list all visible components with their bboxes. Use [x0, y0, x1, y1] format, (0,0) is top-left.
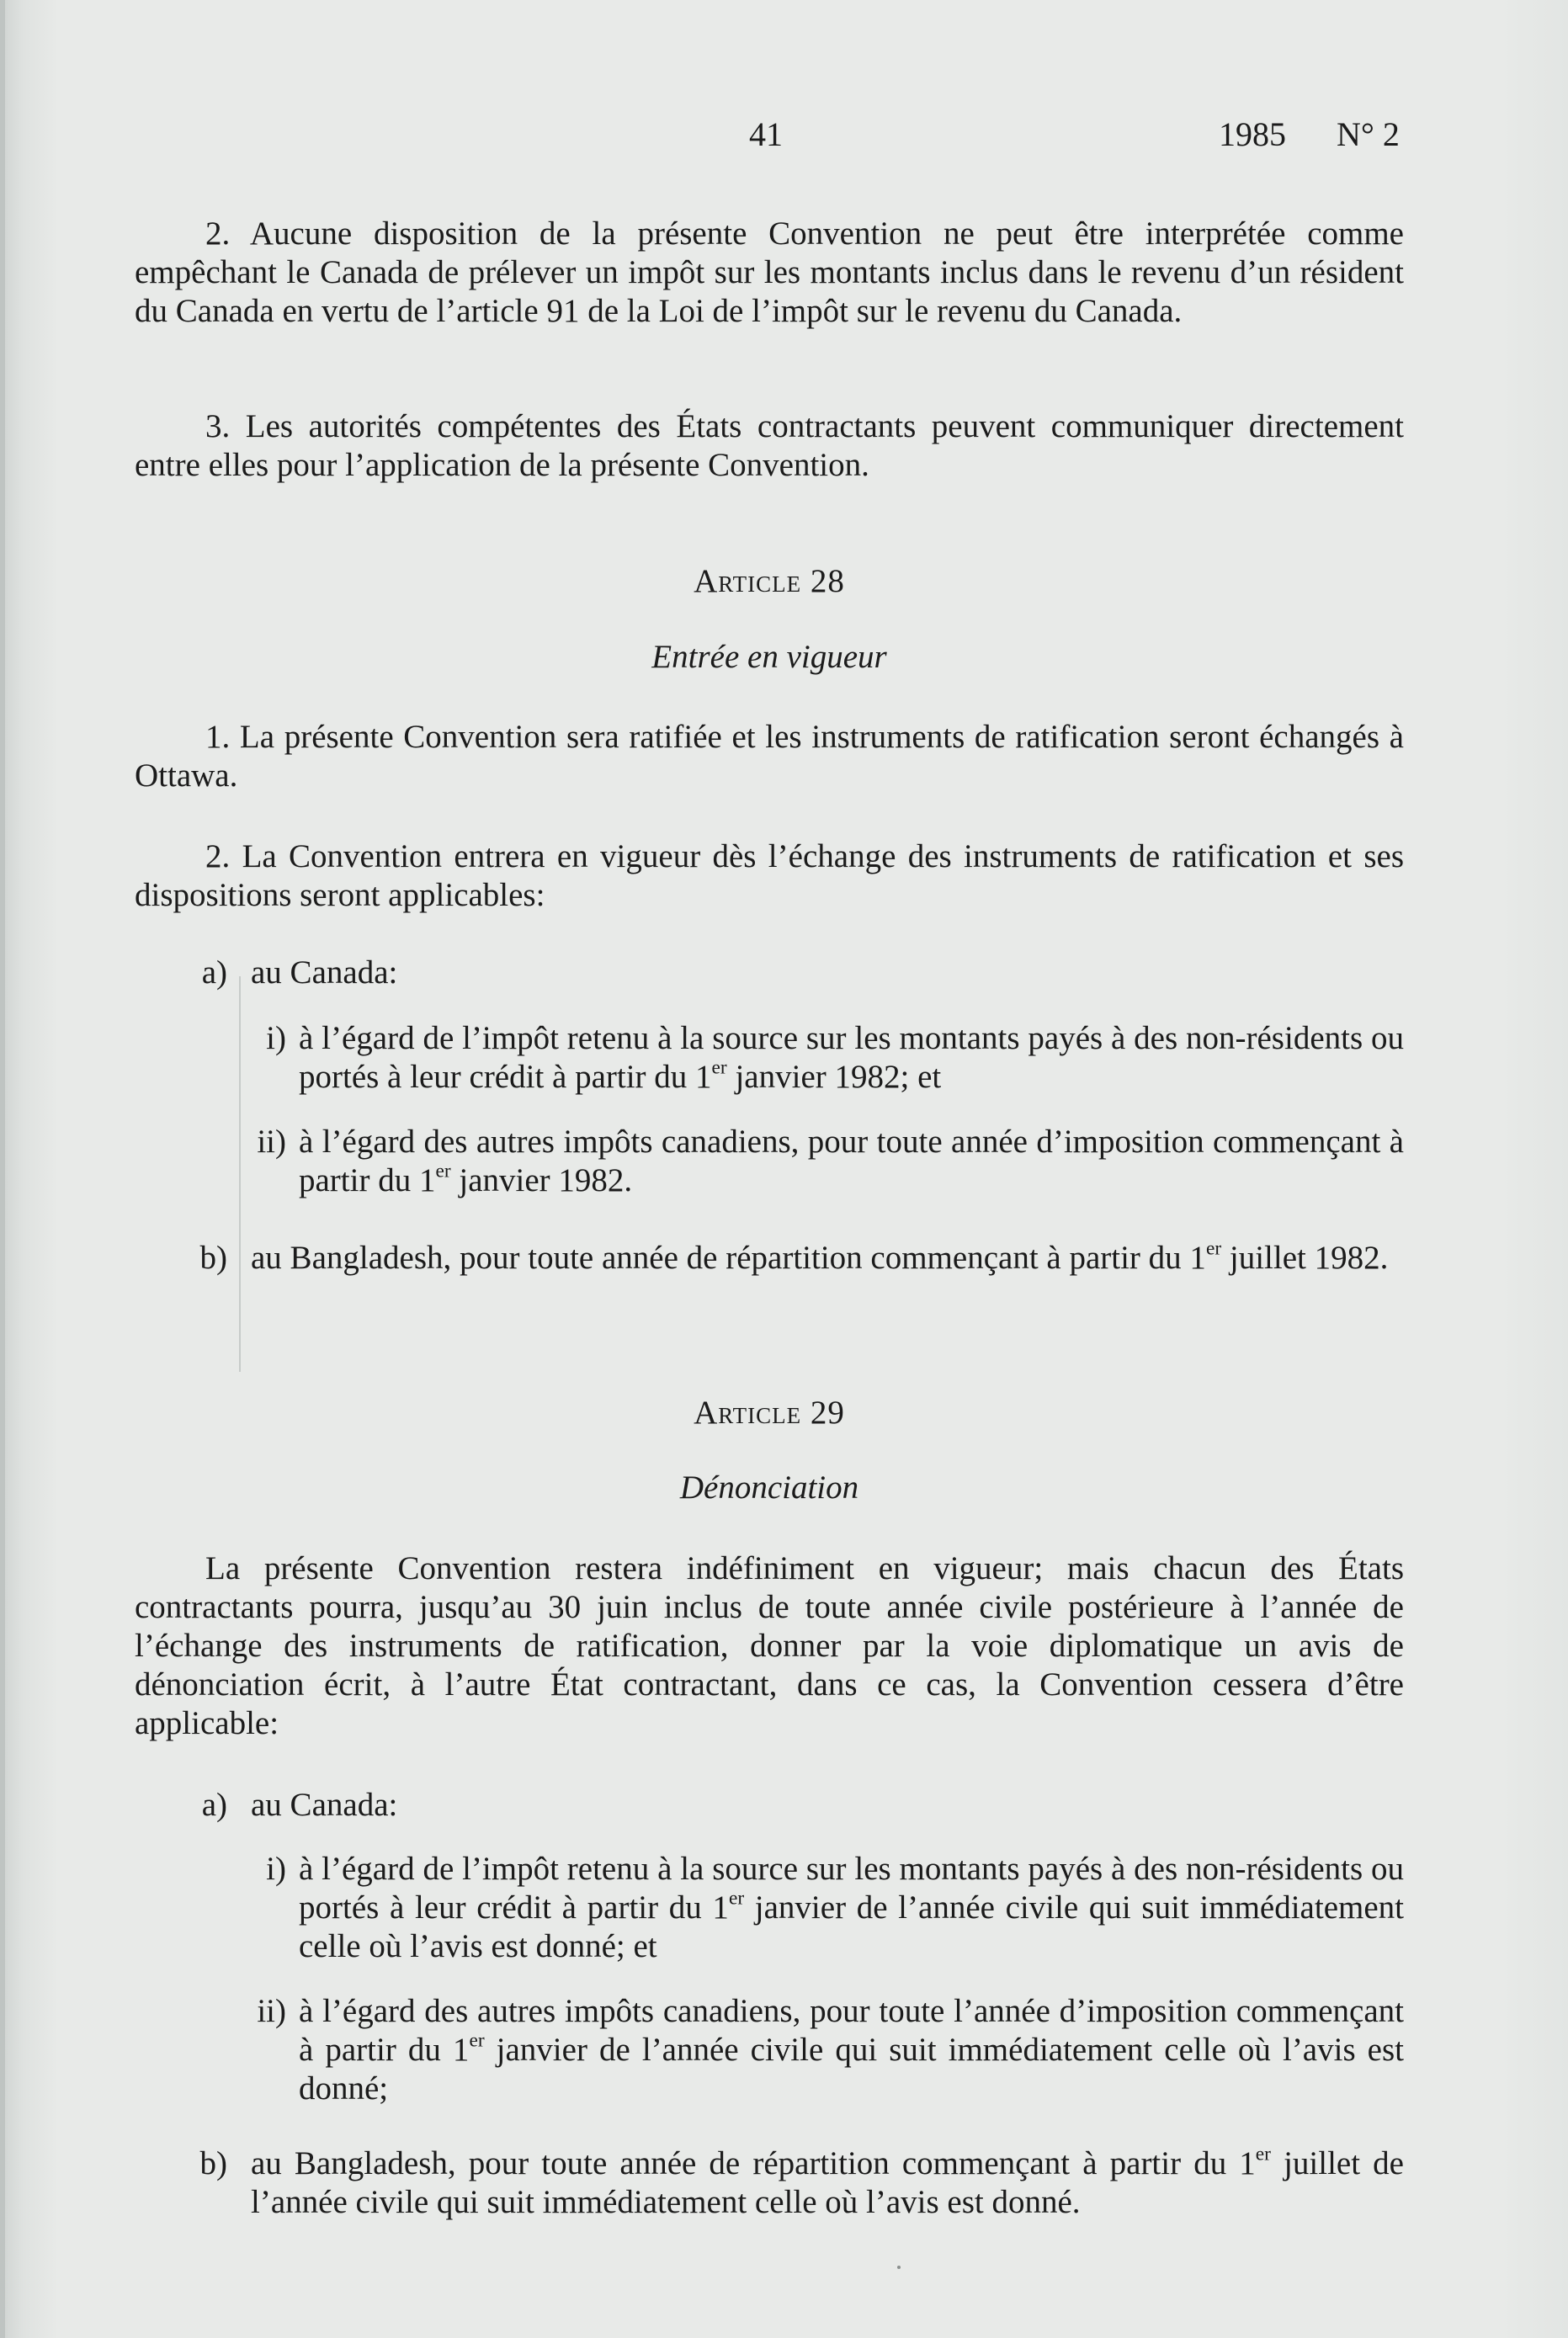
art29-item-b-label: b) — [199, 2145, 227, 2181]
art29-item-a-ii-text: à l’égard des autres impôts canadiens, pour toute l’année d’imposition commençant à partir du 1er janvier de l’année civile qui suit immédiatement celle où l’avis est donné; — [299, 1993, 1405, 2107]
article-29-title: Article 29 — [694, 1395, 845, 1431]
paragraph-1-art29: La présente Convention restera indéfiniment en vigueur; mais chacun des États contractants pourra, jusqu’au 30 juin inclus de toute année civile postérieure à l’année de l’échange des instruments de ratification, donner par la voie diplomatique un avis de dénonciation écrit, à l’autre État contractant, dans ce cas, la Convention cessera d’être applicable: — [135, 1550, 1404, 1741]
art28-item-b-label: b) — [199, 1240, 227, 1276]
art29-item-a-i-text: à l’égard de l’impôt retenu à la source sur les montants payés à des non-résidents ou portés à leur crédit à partir du 1er janvier de l’année civile qui suit immédiatement celle où l’avis est donné; et — [299, 1851, 1404, 1964]
art28-item-b-text: au Bangladesh, pour toute année de répartition commençant à partir du 1er juillet 1982. — [251, 1237, 1389, 1276]
art28-item-a-ii-label: ii) — [257, 1124, 286, 1160]
article-29-subtitle: Dénonciation — [679, 1469, 859, 1506]
paragraph-2-art27: 2. Aucune disposition de la présente Convention ne peut être interprétée comme empêchant le Canada de prélever un impôt sur les montants inclus dans le revenu d’un résident du Canada en vertu de l’article 91 de la Loi de l’impôt sur le revenu du Canada. — [135, 215, 1404, 329]
art29-item-a-i-label: i) — [266, 1851, 286, 1887]
art28-item-a-label: a) — [201, 954, 227, 991]
art29-item-b-text: au Bangladesh, pour toute année de répartition commençant à partir du 1er juillet de l’année civile qui suit immédiatement celle où l’avis est donné. — [251, 2143, 1404, 2220]
art28-item-a-ii-text: à l’égard des autres impôts canadiens, pour toute année d’imposition commençant à partir du 1er janvier 1982. — [299, 1124, 1404, 1198]
binding-shadow — [0, 0, 5, 2338]
paragraph-2-art28: 2. La Convention entrera en vigueur dès l’échange des instruments de ratification et ses dispositions seront applicables: — [135, 838, 1404, 913]
paragraph-3-art27: 3. Les autorités compétentes des États contractants peuvent communiquer directement entre elles pour l’application de la présente Convention. — [135, 408, 1404, 483]
page-speck — [897, 2266, 901, 2269]
article-28-title: Article 28 — [694, 563, 845, 599]
header-year: 1985 — [1219, 115, 1286, 153]
art28-item-a-text: au Canada: — [251, 954, 398, 991]
art29-item-a-label: a) — [201, 1787, 227, 1823]
art29-item-a-text: au Canada: — [251, 1787, 398, 1823]
paragraph-1-art28: 1. La présente Convention sera ratifiée et les instruments de ratification seront échangés à Ottawa. — [135, 719, 1404, 794]
article-28-subtitle: Entrée en vigueur — [651, 639, 887, 675]
art28-item-a-i-label: i) — [266, 1020, 286, 1056]
art28-item-a-i-text: à l’égard de l’impôt retenu à la source sur les montants payés à des non-résidents ou portés à leur crédit à partir du 1er janvier 1982; et — [299, 1020, 1404, 1095]
header-issue: N° 2 — [1337, 115, 1400, 153]
art29-item-a-ii-label: ii) — [257, 1993, 286, 2029]
page-number: 41 — [749, 115, 783, 153]
